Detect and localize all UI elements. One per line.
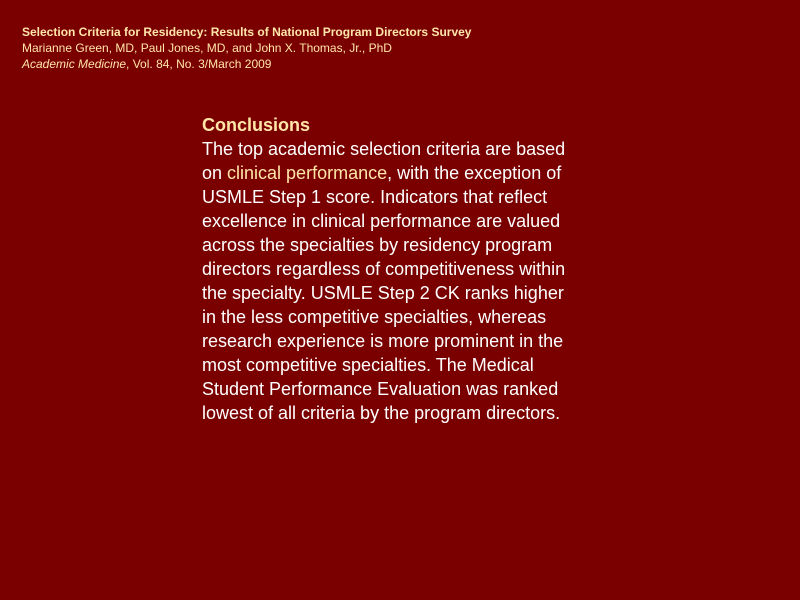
citation-header <box>22 24 782 72</box>
conclusions-text <box>202 137 577 425</box>
article-authors: Marianne Green, MD, Paul Jones, MD, and John X. Thomas, Jr., PhD <box>22 41 392 55</box>
journal-details: , Vol. 84, No. 3/March 2009 <box>126 57 272 71</box>
journal-name: Academic Medicine <box>22 57 127 71</box>
clinical-performance-highlight: clinical performance <box>227 163 388 183</box>
article-title: Selection Criteria for Residency: Results of National Program Directors Survey <box>22 25 472 39</box>
conclusions-text-start: The top academic selection criteria are based on <box>202 139 566 183</box>
journal-citation <box>22 56 782 72</box>
conclusions-heading: Conclusions <box>202 115 311 135</box>
conclusions-section <box>202 113 577 425</box>
conclusions-text-rest: , with the exception of USMLE Step 1 score. Indicators that reflect excellence in clinical performance are valued across the specialties by residency program directors regardless of competitiveness within the specialty. USMLE Step 2 CK ranks higher in the less competitive specialties, whereas research experience is more prominent in the most competitive specialties. The Medical Student Performance Evaluation was ranked lowest of all criteria by the program directors. <box>202 163 566 423</box>
